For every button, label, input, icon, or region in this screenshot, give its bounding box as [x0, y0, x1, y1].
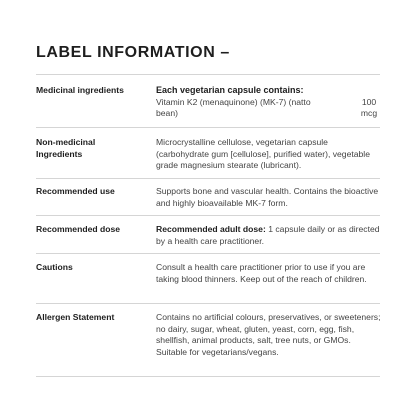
- cautions-value: Consult a health care practitioner prior to use if you are taking blood thinners. Keep out of the reach of children.: [156, 262, 367, 284]
- non-medicinal-ingredients-label: Non-medicinal Ingredients: [36, 137, 96, 159]
- cautions-label: Cautions: [36, 262, 73, 272]
- recommended-use-label: Recommended use: [36, 186, 115, 196]
- medicinal-ingredients-value: [156, 85, 382, 120]
- recommended-dose-text: 1 capsule daily or as directed by a health care practitioner.: [156, 224, 380, 246]
- recommended-dose-value: [156, 224, 382, 247]
- row-divider: [36, 215, 380, 216]
- recommended-use-value: Supports bone and vascular health. Contains the bioactive and highly bioavailable MK-7 form.: [156, 186, 379, 208]
- allergen-statement-label: Allergen Statement: [36, 312, 115, 322]
- ingredient-name: Vitamin K2 (menaquinone) (MK-7) (natto bean): [156, 96, 311, 118]
- page-title: LABEL INFORMATION –: [36, 44, 230, 61]
- non-medicinal-ingredients-value: Microcrystalline cellulose, vegetarian capsule (carbohydrate gum [cellulose], purified water), vegetable grade magnesium stearate (lubricant).: [156, 137, 371, 170]
- title-divider: [36, 74, 380, 75]
- recommended-dose-lead: Recommended adult dose:: [156, 224, 266, 234]
- row-divider: [36, 127, 380, 128]
- recommended-dose-label: Recommended dose: [36, 224, 121, 234]
- allergen-statement-value: Contains no artificial colours, preservatives, or sweeteners; no dairy, sugar, wheat, gluten, yeast, corn, egg, fish, shellfish, animal products, salt, tree nuts, or GMOs. Suitable for vegetarians/vegans.: [156, 312, 381, 357]
- row-divider: [36, 178, 380, 179]
- medicinal-ingredients-label: Medicinal ingredients: [36, 85, 124, 95]
- ingredient-amount: 100 mcg: [360, 96, 378, 118]
- row-divider: [36, 303, 380, 304]
- capsule-contents-heading: Each vegetarian capsule contains:: [156, 85, 304, 95]
- row-divider: [36, 376, 380, 377]
- ingredient-row: [156, 97, 382, 120]
- row-divider: [36, 253, 380, 254]
